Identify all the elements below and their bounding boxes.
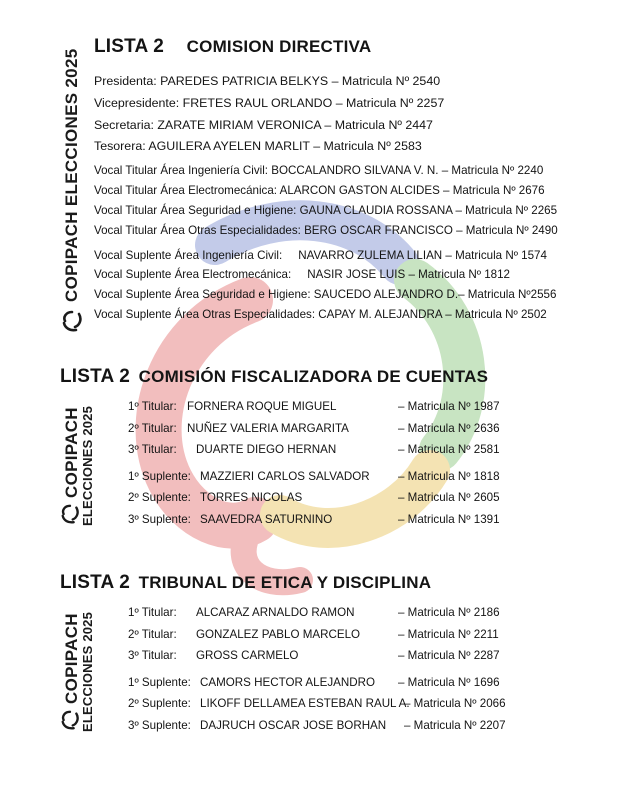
matricula: – Matricula Nº 1696 (398, 676, 500, 689)
member-line: Vocal Titular Área Seguridad e Higiene: GAUNA CLAUDIA ROSSANA – Matricula Nº 2265 (94, 204, 558, 217)
member-name: GROSS CARMELO (196, 649, 299, 662)
member-line: Vocal Suplente Área Otras Especialidades: CAPAY M. ALEJANDRA – Matricula Nº 2502 (94, 308, 547, 321)
role: 2º Suplente: (128, 697, 191, 710)
matricula: – Matricula Nº 2581 (398, 443, 500, 456)
member-name: DUARTE DIEGO HERNAN (196, 443, 337, 456)
section-title-etica (60, 572, 431, 594)
role: 1º Titular: (128, 400, 177, 413)
member-line: Secretaria: ZARATE MIRIAM VERONICA – Matricula Nº 2447 (94, 118, 433, 132)
matricula: – Matricula Nº 2605 (398, 491, 500, 504)
section-name: COMISION DIRECTIVA (186, 37, 372, 56)
role: 2º Titular: (128, 422, 177, 435)
member-name: TORRES NICOLAS (200, 491, 303, 504)
brand-vertical-3 (58, 604, 102, 734)
brand-line-1: COPIPACH (62, 613, 81, 704)
brand-line-2: ELECCIONES 2025 (80, 611, 95, 732)
member-name: FORNERA ROQUE MIGUEL (187, 400, 337, 413)
matricula: – Matricula Nº 2636 (398, 422, 500, 435)
member-line: Vocal Suplente Área Ingeniería Civil: NAVARRO ZULEMA LILIAN – Matricula Nº 1574 (94, 249, 547, 262)
member-name: NUÑEZ VALERIA MARGARITA (187, 422, 349, 435)
copipach-logo-icon (61, 310, 83, 332)
copipach-logo-icon (60, 504, 80, 524)
brand-vertical-2 (58, 398, 102, 528)
role: 2º Suplente: (128, 491, 191, 504)
member-name: GONZALEZ PABLO MARCELO (196, 628, 361, 641)
lista-label: LISTA 2 (94, 36, 165, 57)
matricula: – Matricula Nº 1987 (398, 400, 500, 413)
matricula: – Matricula Nº 2211 (398, 628, 499, 641)
member-line: Tesorera: AGUILERA AYELEN MARLIT – Matricula Nº 2583 (94, 139, 422, 153)
lista-label: LISTA 2 (60, 366, 131, 387)
section-name: TRIBUNAL DE ETICA Y DISCIPLINA (138, 573, 432, 592)
brand-vertical-text: COPIPACH ELECCIONES 2025 (62, 48, 81, 302)
member-line: Vocal Suplente Área Electromecánica: NASIR JOSE LUIS – Matricula Nº 1812 (94, 268, 511, 281)
brand-line-2: ELECCIONES 2025 (80, 405, 95, 526)
matricula: – Matricula Nº 2066 (404, 697, 506, 710)
matricula: – Matricula Nº 2186 (398, 606, 500, 619)
matricula: – Matricula Nº 1391 (398, 513, 500, 526)
role: 3º Titular: (128, 649, 177, 662)
matricula: – Matricula Nº 2287 (398, 649, 500, 662)
brand-line-1: COPIPACH (62, 407, 81, 498)
member-line: Vocal Titular Área Otras Especialidades: BERG OSCAR FRANCISCO – Matricula Nº 2490 (94, 224, 558, 237)
section-title-fiscalizadora (60, 366, 488, 388)
member-name: DAJRUCH OSCAR JOSE BORHAN (200, 719, 387, 732)
member-line: Vocal Titular Área Electromecánica: ALARCON GASTON ALCIDES – Matricula Nº 2676 (94, 184, 545, 197)
matricula: – Matricula Nº 1818 (398, 470, 500, 483)
member-name: MAZZIERI CARLOS SALVADOR (200, 470, 370, 483)
member-name: ALCARAZ ARNALDO RAMON (196, 606, 355, 619)
role: 2º Titular: (128, 628, 177, 641)
role: 1º Suplente: (128, 470, 191, 483)
member-line: Vocal Titular Área Ingeniería Civil: BOCCALANDRO SILVANA V. N. – Matricula Nº 2240 (94, 164, 544, 177)
role: 3º Suplente: (128, 513, 191, 526)
member-line: Vocal Suplente Área Seguridad e Higiene: SAUCEDO ALEJANDRO D.– Matricula Nº2556 (94, 288, 557, 301)
member-name: SAAVEDRA SATURNINO (200, 513, 333, 526)
matricula: – Matricula Nº 2207 (404, 719, 506, 732)
role: 3º Suplente: (128, 719, 191, 732)
lista-label: LISTA 2 (60, 572, 131, 593)
role: 1º Titular: (128, 606, 177, 619)
copipach-logo-icon (60, 710, 80, 730)
brand-vertical-1 (58, 44, 88, 334)
section-name: COMISIÓN FISCALIZADORA DE CUENTAS (138, 367, 489, 386)
member-line: Presidenta: PAREDES PATRICIA BELKYS – Matricula Nº 2540 (94, 74, 441, 88)
member-line: Vicepresidente: FRETES RAUL ORLANDO – Matricula Nº 2257 (94, 96, 445, 110)
section-title (94, 36, 371, 58)
role: 1º Suplente: (128, 676, 191, 689)
role: 3º Titular: (128, 443, 177, 456)
member-name: LIKOFF DELLAMEA ESTEBAN RAUL A. (200, 697, 410, 710)
member-name: CAMORS HECTOR ALEJANDRO (200, 676, 376, 689)
